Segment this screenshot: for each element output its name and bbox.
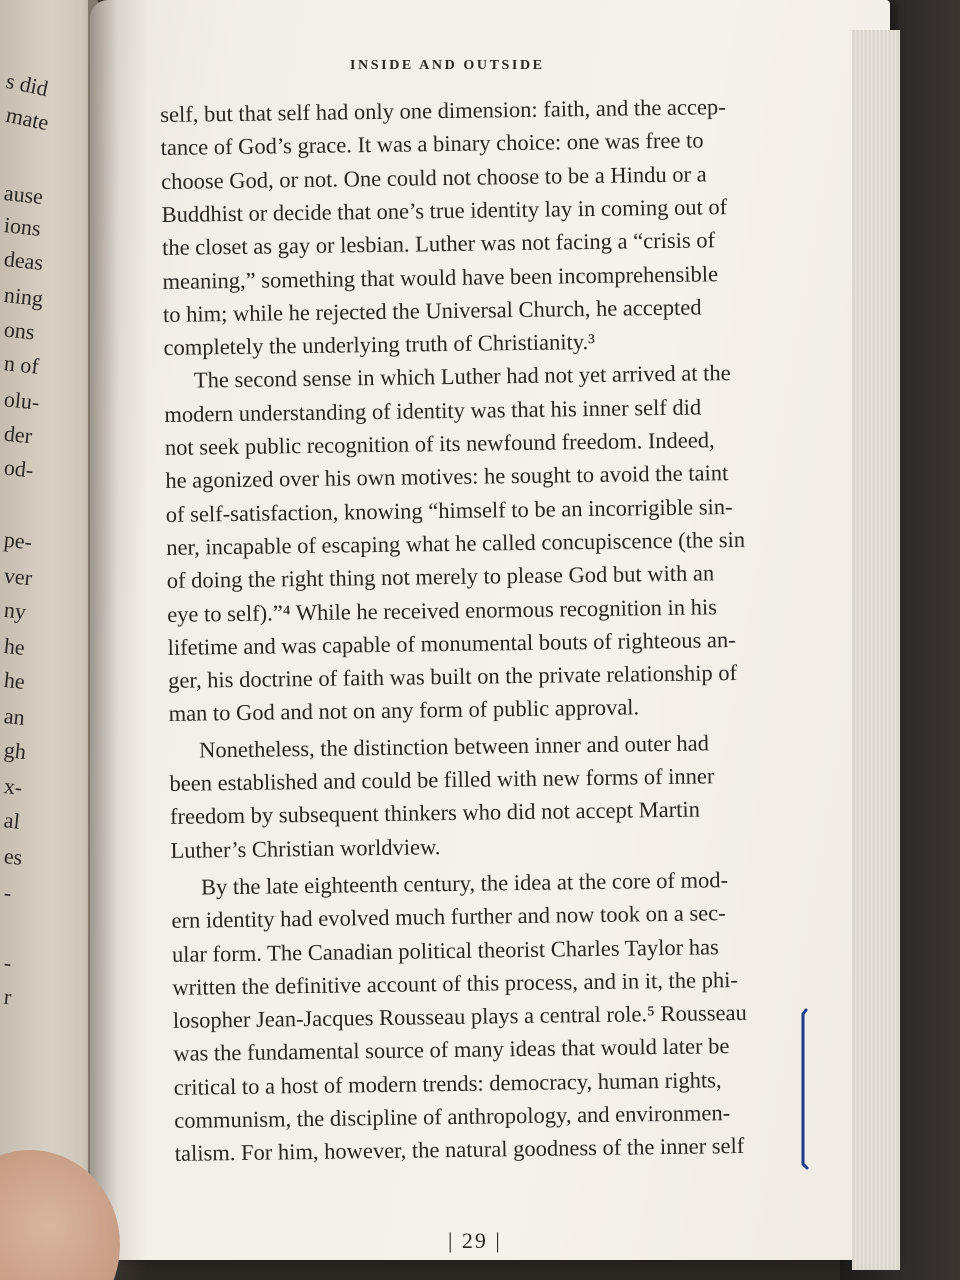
left-page-fragment: od- bbox=[2, 454, 35, 483]
left-page-fragment: n of bbox=[2, 350, 41, 379]
text-line: losopher Jean-Jacques Rousseau plays a central role.⁵ Rousseau bbox=[172, 999, 747, 1034]
text-line: was the fundamental source of many ideas that would later be bbox=[173, 1033, 730, 1067]
left-page-fragment: gh bbox=[2, 736, 28, 765]
left-page-fragment: mate bbox=[3, 101, 52, 136]
left-page-fragment: ions bbox=[2, 212, 42, 241]
left-page-fragment: x- bbox=[2, 773, 24, 800]
text-line: self, but that self had only one dimension: faith, and the accep- bbox=[160, 94, 726, 127]
left-page-fragment: al bbox=[2, 807, 22, 834]
left-page-fragment: - bbox=[2, 949, 13, 976]
text-line: meaning,” something that would have been incomprehensible bbox=[162, 260, 719, 294]
text-line: ger, his doctrine of faith was built on the private relationship of bbox=[167, 660, 738, 694]
text-line: talism. For him, however, the natural goodness of the inner self bbox=[174, 1133, 745, 1167]
left-page-fragment: es bbox=[2, 843, 24, 870]
text-line: ern identity had evolved much further and now took on a sec- bbox=[171, 900, 726, 934]
text-line: tance of God’s grace. It was a binary choice: one was free to bbox=[160, 127, 704, 161]
left-page-fragment: ver bbox=[2, 562, 34, 591]
text-line: communism, the discipline of anthropology, and environmen- bbox=[174, 1100, 731, 1133]
left-page-fragment: ause bbox=[2, 180, 45, 209]
text-line: he agonized over his own motives: he sought to avoid the taint bbox=[165, 460, 729, 494]
left-page-fragment: ning bbox=[2, 282, 45, 311]
left-page-fragment: s did bbox=[3, 67, 51, 102]
left-page-fragment: olu- bbox=[2, 386, 41, 415]
text-line: been established and could be filled with new forms of inner bbox=[169, 763, 715, 796]
text-line: Luther’s Christian worldview. bbox=[170, 833, 441, 863]
left-page-fragment: deas bbox=[2, 246, 45, 275]
text-line: freedom by subsequent thinkers who did not accept Martin bbox=[169, 796, 701, 830]
gutter-shadow bbox=[88, 0, 148, 1280]
left-page-fragment: r bbox=[2, 983, 13, 1010]
left-page-fragment: he bbox=[2, 632, 27, 661]
text-line: man to God and not on any form of public approval. bbox=[168, 694, 640, 727]
text-line: of doing the right thing not merely to please God but with an bbox=[166, 560, 715, 594]
left-page-fragment: der bbox=[2, 420, 34, 449]
text-line: choose God, or not. One could not choose to be a Hindu or a bbox=[160, 160, 707, 194]
text-line: of self-satisfaction, knowing “himself to be an incorrigible sin- bbox=[165, 493, 733, 527]
running-head: INSIDE AND OUTSIDE bbox=[350, 58, 545, 73]
left-page-fragment: ny bbox=[2, 596, 28, 625]
text-line: eye to self).”⁴ While he received enormous recognition in his bbox=[167, 593, 718, 627]
page-edges bbox=[852, 30, 900, 1270]
left-page-fragment: he bbox=[2, 666, 27, 695]
text-line: Nonetheless, the distinction between inner and outer had bbox=[198, 730, 710, 763]
text-line: modern understanding of identity was that his inner self did bbox=[164, 394, 702, 427]
text-line: ular form. The Canadian political theorist Charles Taylor has bbox=[171, 933, 719, 967]
left-page-fragment: an bbox=[2, 702, 27, 731]
left-page-fragment: pe- bbox=[2, 526, 34, 555]
left-page-fragment: - bbox=[2, 879, 13, 906]
text-line: to him; while he rejected the Universal Church, he accepted bbox=[162, 294, 702, 327]
text-line: By the late eighteenth century, the idea at the core of mod- bbox=[200, 867, 729, 900]
text-line: The second sense in which Luther had not yet arrived at the bbox=[193, 360, 731, 393]
text-line: ner, incapable of escaping what he called concupiscence (the sin bbox=[166, 526, 746, 560]
text-line: lifetime and was capable of monumental bouts of righteous an- bbox=[167, 626, 736, 660]
text-line: critical to a host of modern trends: democracy, human rights, bbox=[173, 1066, 722, 1100]
text-line: Buddhist or decide that one’s true identity lay in coming out of bbox=[161, 193, 728, 227]
margin-bracket-mark bbox=[800, 1008, 810, 1170]
text-line: completely the underlying truth of Christianity.³ bbox=[163, 329, 596, 361]
text-line: written the definitive account of this process, and in it, the phi- bbox=[172, 966, 739, 1000]
page-number: | 29 | bbox=[448, 1228, 502, 1253]
left-page-fragment: ons bbox=[2, 316, 36, 345]
text-line: the closet as gay or lesbian. Luther was not facing a “crisis of bbox=[161, 227, 716, 261]
text-line: not seek public recognition of its newfound freedom. Indeed, bbox=[164, 427, 715, 460]
